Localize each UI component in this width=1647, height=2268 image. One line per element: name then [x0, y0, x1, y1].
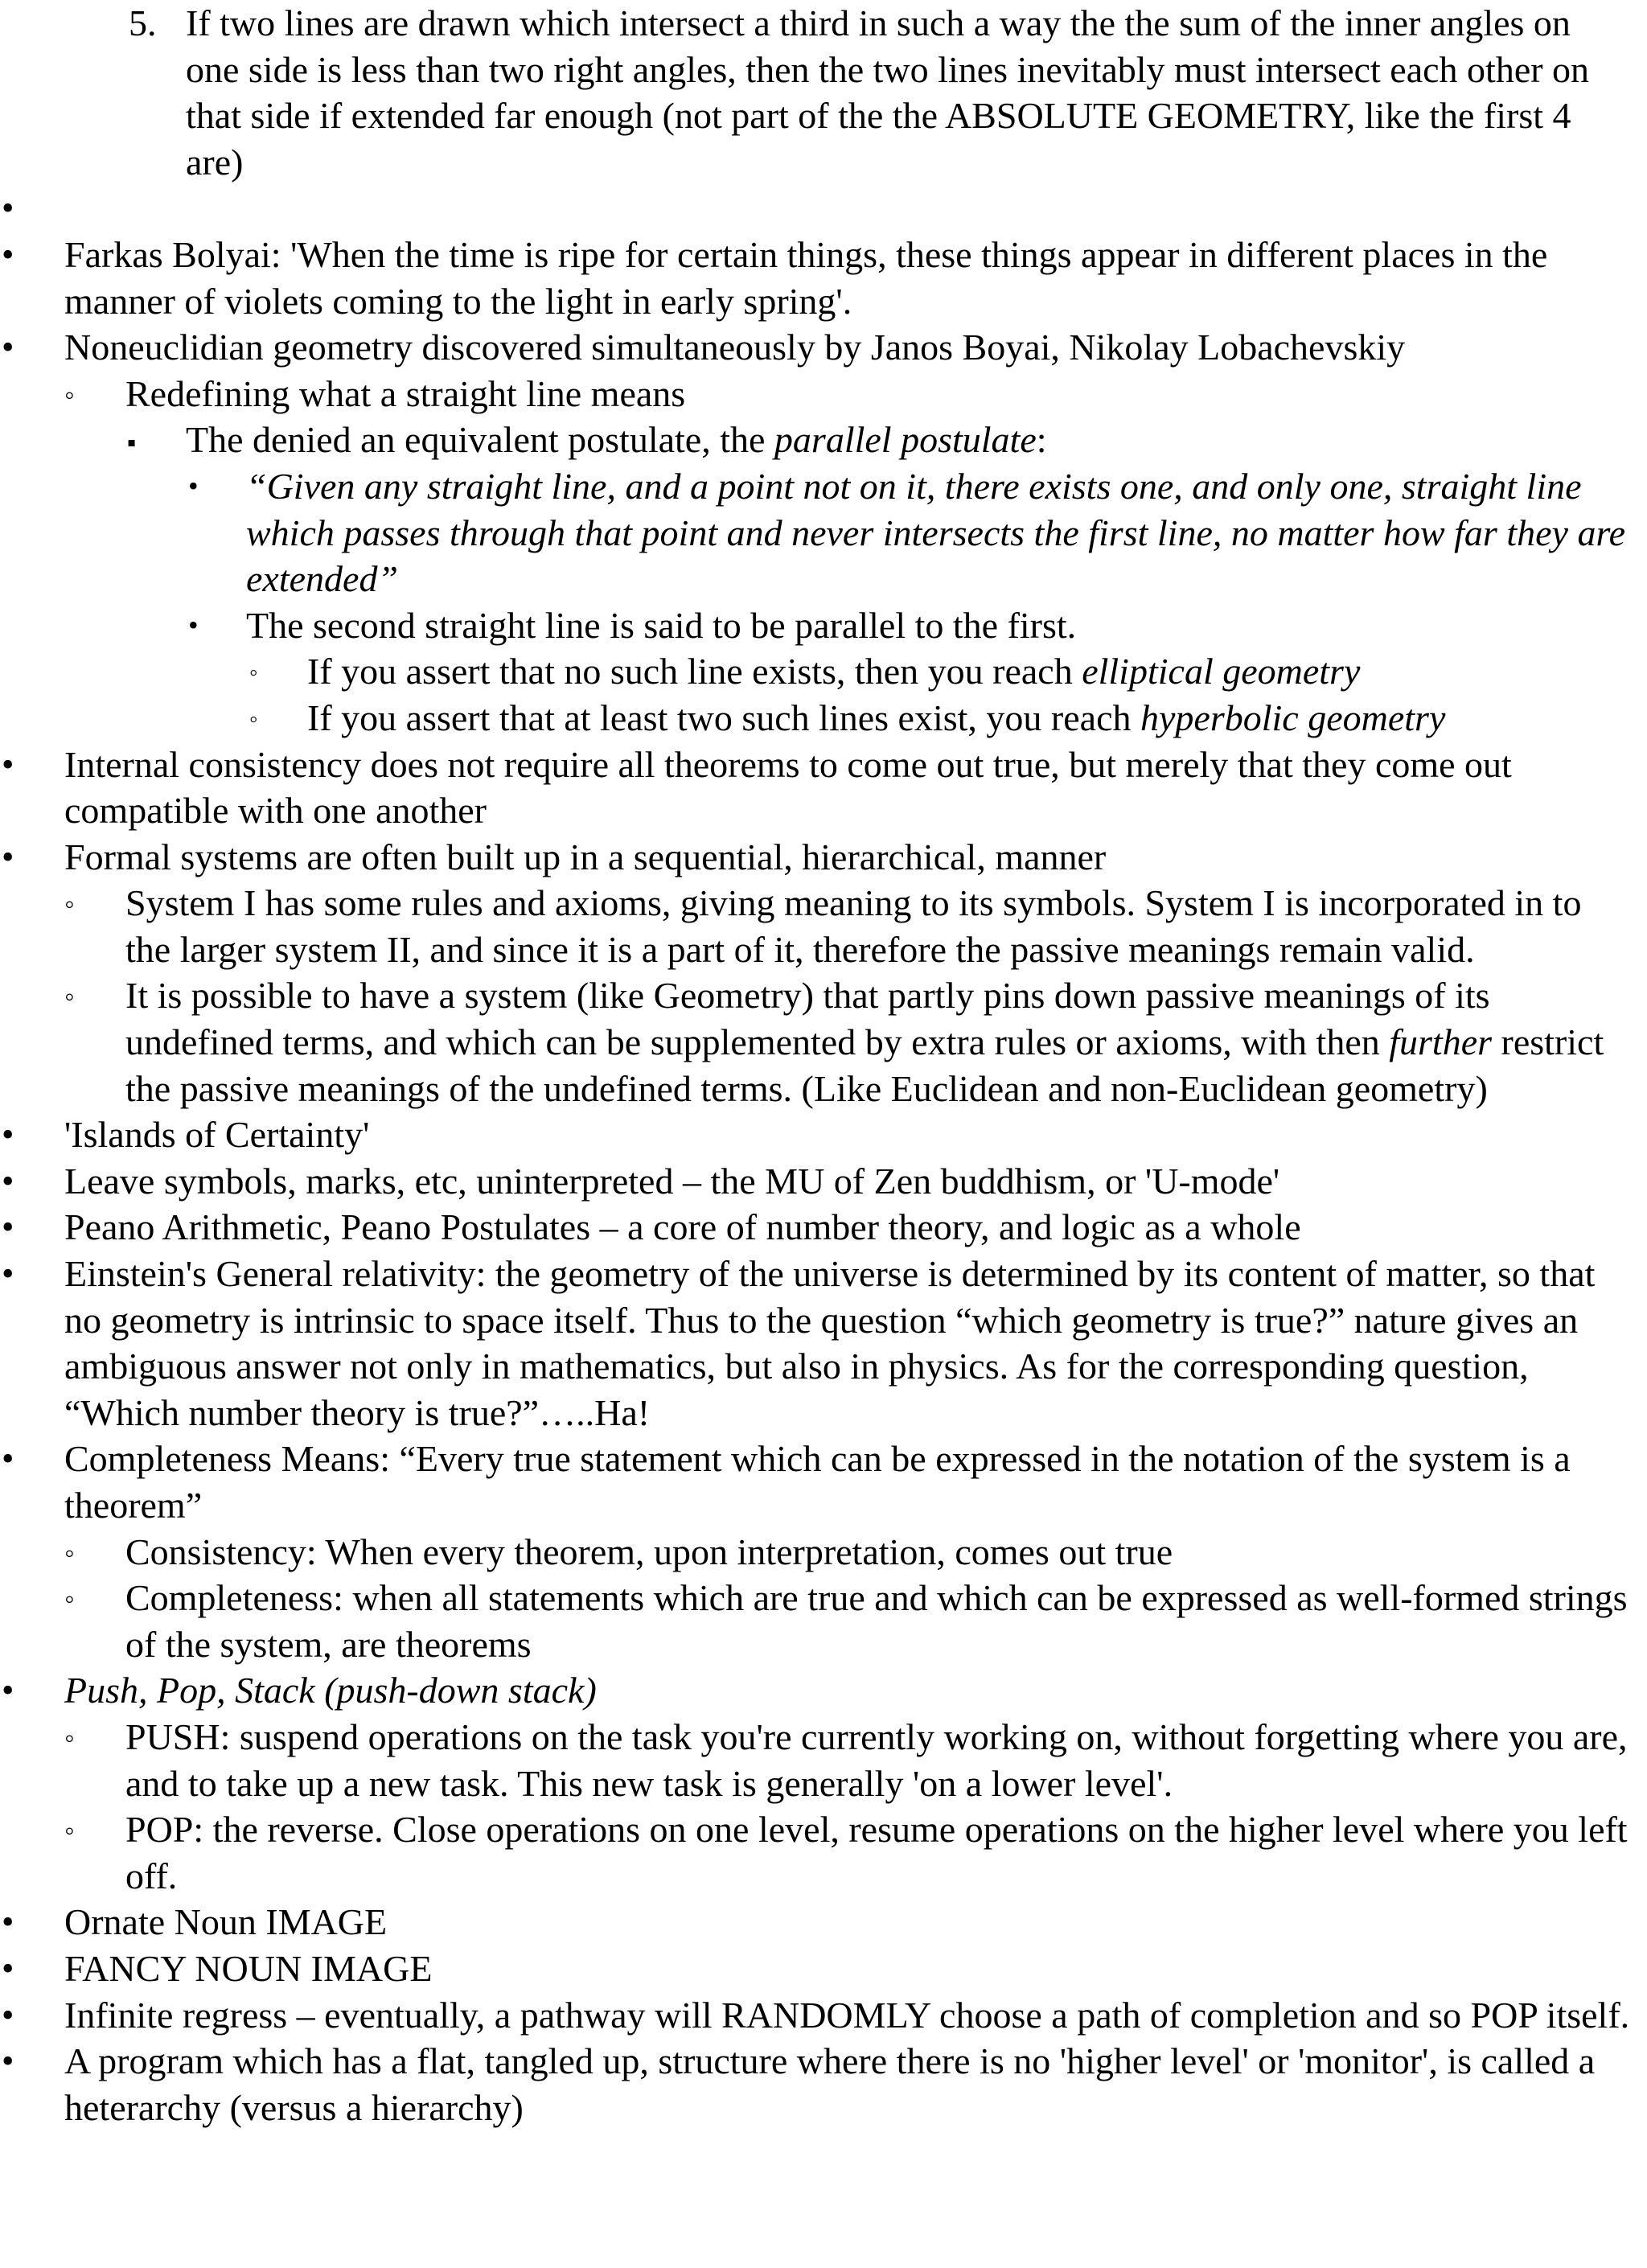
- list-item-text: [0, 417, 1633, 463]
- bullet-marker: •: [2, 1902, 14, 1942]
- italic-text: parallel postulate: [774, 419, 1037, 461]
- list-item-text: [0, 834, 1633, 881]
- list-item-text: [0, 1575, 1633, 1667]
- list-item: [0, 648, 1647, 695]
- list-item-text: [0, 742, 1633, 834]
- list-item: [0, 742, 1647, 834]
- text-run: Leave symbols, marks, etc, uninterpreted – the MU of Zen buddhism, or 'U-mode': [64, 1160, 1280, 1202]
- list-item: [0, 1111, 1647, 1158]
- bullet-marker: ▪: [127, 428, 137, 458]
- list-item: [0, 417, 1647, 463]
- list-item: [0, 1945, 1647, 1992]
- italic-text: elliptical geometry: [1082, 651, 1361, 692]
- text-run: Formal systems are often built up in a sequential, hierarchical, manner: [64, 836, 1107, 877]
- list-item-text: [0, 1158, 1633, 1205]
- list-item: [0, 1667, 1647, 1714]
- bullet-marker: •: [2, 1161, 14, 1201]
- text-run: Ornate Noun IMAGE: [64, 1901, 388, 1943]
- list-item-text: [0, 185, 1633, 232]
- list-item-text: [0, 1714, 1633, 1806]
- text-run: Peano Arithmetic, Peano Postulates – a core of number theory, and logic as a whole: [64, 1206, 1301, 1248]
- text-run: If two lines are drawn which intersect a third in such a way the the sum of the inner angles on one side is less than two right angles, then the two lines inevitably must intersect each other on that side if extended far enough (not part of the the ABSOLUTE GEOMETRY, like the first 4 are): [186, 2, 1590, 183]
- list-item-text: [0, 1529, 1633, 1576]
- list-item-text: [0, 1251, 1633, 1436]
- list-item-text: [0, 1111, 1633, 1158]
- list-item: [0, 371, 1647, 417]
- bullet-marker: •: [2, 1254, 14, 1294]
- list-item: [0, 1204, 1647, 1251]
- list-item-text: [0, 1667, 1633, 1714]
- bullet-marker: •: [2, 1207, 14, 1247]
- bullet-marker: ◦: [249, 659, 258, 687]
- bullet-marker: •: [2, 1948, 14, 1988]
- bullet-marker: ◦: [64, 1583, 75, 1616]
- list-item: [0, 1436, 1647, 1528]
- list-item: [0, 2038, 1647, 2130]
- bullet-marker: •: [2, 1670, 14, 1711]
- text-run: Einstein's General relativity: the geometry of the universe is determined by its content of matter, so that no geometry is intrinsic to space itself. Thus to the question “which geometry is true?” nature gives an ambiguous answer not only in mathematics, but also in physics. As for the corresponding question, “Which number theory is true?”…..Ha!: [64, 1253, 1596, 1433]
- list-item: [0, 602, 1647, 649]
- list-item: [0, 1806, 1647, 1899]
- bullet-marker: •: [2, 188, 14, 228]
- list-item: [0, 1158, 1647, 1205]
- list-number: 5.: [129, 2, 157, 43]
- list-item: [0, 232, 1647, 324]
- list-item-text: [0, 972, 1633, 1111]
- text-run: 'Islands of Certainty': [64, 1114, 370, 1156]
- bullet-marker: ◦: [64, 1814, 75, 1847]
- text-run: The denied an equivalent postulate, the: [186, 419, 774, 461]
- text-run: Noneuclidian geometry discovered simultaneously by Janos Boyai, Nikolay Lobachevskiy: [64, 327, 1406, 368]
- italic-text: “Given any straight line, and a point not on it, there exists one, and only one, straight line which passes through that point and never intersects the first line, no matter how far they are extended”: [246, 465, 1626, 600]
- text-run: Infinite regress – eventually, a pathway will RANDOMLY choose a path of completion and so POP itself.: [64, 1994, 1630, 2036]
- bullet-marker: •: [2, 836, 14, 877]
- text-run: If you assert that no such line exists, then you reach: [307, 651, 1082, 692]
- list-item: [0, 1899, 1647, 1945]
- bullet-marker: •: [2, 2041, 14, 2081]
- list-item-text: [0, 880, 1633, 972]
- bullet-marker: ◦: [249, 705, 258, 733]
- text-run: If you assert that at least two such lines exist, you reach: [307, 696, 1140, 738]
- italic-text: Push, Pop, Stack (push-down stack): [64, 1670, 597, 1711]
- list-item-text: [0, 2038, 1633, 2130]
- list-item: [0, 1714, 1647, 1806]
- text-run: Internal consistency does not require all theorems to come out true, but merely that they come out compatible with one another: [64, 743, 1512, 832]
- bullet-marker: •: [2, 1115, 14, 1155]
- list-item: [0, 880, 1647, 972]
- list-item: [0, 1529, 1647, 1576]
- list-item-text: [0, 1992, 1633, 2039]
- list-item: [0, 1575, 1647, 1667]
- text-run: PUSH: suspend operations on the task you're currently working on, without forgetting where you are, and to take up a new task. This new task is generally 'on a lower level'.: [125, 1715, 1628, 1804]
- bullet-marker: ◦: [64, 1536, 75, 1569]
- text-run: Farkas Bolyai: 'When the time is ripe for certain things, these things appear in different places in the manner of violets coming to the light in early spring'.: [64, 233, 1548, 322]
- text-run: :: [1036, 419, 1047, 461]
- list-item: [0, 0, 1647, 185]
- italic-text: hyperbolic geometry: [1140, 696, 1446, 738]
- list-item: [0, 972, 1647, 1111]
- list-item-text: [0, 1436, 1633, 1528]
- list-item-text: [0, 324, 1633, 371]
- italic-text: further: [1389, 1021, 1493, 1063]
- text-run: restrict the passive meanings of the undefined terms. (Like Euclidean and non-Euclidean geometry): [125, 1021, 1604, 1109]
- list-item: [0, 1251, 1647, 1436]
- list-item-text: [0, 0, 1625, 185]
- list-item-text: [0, 1806, 1633, 1899]
- list-item-text: [0, 648, 1633, 695]
- bullet-marker: ◦: [64, 980, 75, 1013]
- list-item: [0, 463, 1647, 602]
- list-item: [0, 1992, 1647, 2039]
- text-run: Redefining what a straight line means: [125, 372, 686, 414]
- list-item: [0, 834, 1647, 881]
- list-item-text: [0, 371, 1633, 417]
- text-run: Completeness Means: “Every true statement which can be expressed in the notation of the system is a theorem”: [64, 1438, 1571, 1526]
- list-item-text: [0, 1945, 1633, 1992]
- bullet-marker: •: [2, 744, 14, 784]
- text-run: Consistency: When every theorem, upon interpretation, comes out true: [125, 1530, 1173, 1572]
- bullet-marker: •: [2, 234, 14, 274]
- list-item-text: [0, 1899, 1633, 1945]
- bullet-marker: •: [188, 608, 199, 641]
- list-item: [0, 324, 1647, 371]
- bullet-marker: •: [2, 1995, 14, 2035]
- list-item: [0, 695, 1647, 742]
- list-item-text: [0, 602, 1633, 649]
- bullet-marker: •: [2, 1439, 14, 1479]
- list-item-text: [0, 695, 1633, 742]
- list-item: [0, 185, 1647, 232]
- bullet-marker: •: [2, 327, 14, 368]
- text-run: POP: the reverse. Close operations on one level, resume operations on the higher level where you left off.: [125, 1809, 1628, 1896]
- list-item-text: [0, 1204, 1633, 1251]
- text-run: The second straight line is said to be parallel to the first.: [246, 604, 1077, 646]
- text-run: System I has some rules and axioms, giving meaning to its symbols. System I is incorporated in to the larger system II, and since it is a part of it, therefore the passive meanings remain valid.: [125, 882, 1582, 970]
- list-item-text: [0, 232, 1633, 324]
- text-run: It is possible to have a system (like Geometry) that partly pins down passive meanings of its undefined terms, and which can be supplemented by extra rules or axioms, with then: [125, 975, 1490, 1063]
- bullet-marker: •: [188, 469, 199, 502]
- list-item-text: [0, 463, 1633, 602]
- bullet-marker: ◦: [64, 888, 75, 921]
- text-run: Completeness: when all statements which are true and which can be expressed as well-formed strings of the system, are theorems: [125, 1577, 1628, 1665]
- bullet-marker: ◦: [64, 1721, 75, 1754]
- text-run: FANCY NOUN IMAGE: [64, 1947, 433, 1989]
- bullet-marker: ◦: [64, 378, 75, 411]
- text-run: A program which has a flat, tangled up, structure where there is no 'higher level' or 'monitor', is called a heterarchy (versus a hierarchy): [64, 2040, 1596, 2128]
